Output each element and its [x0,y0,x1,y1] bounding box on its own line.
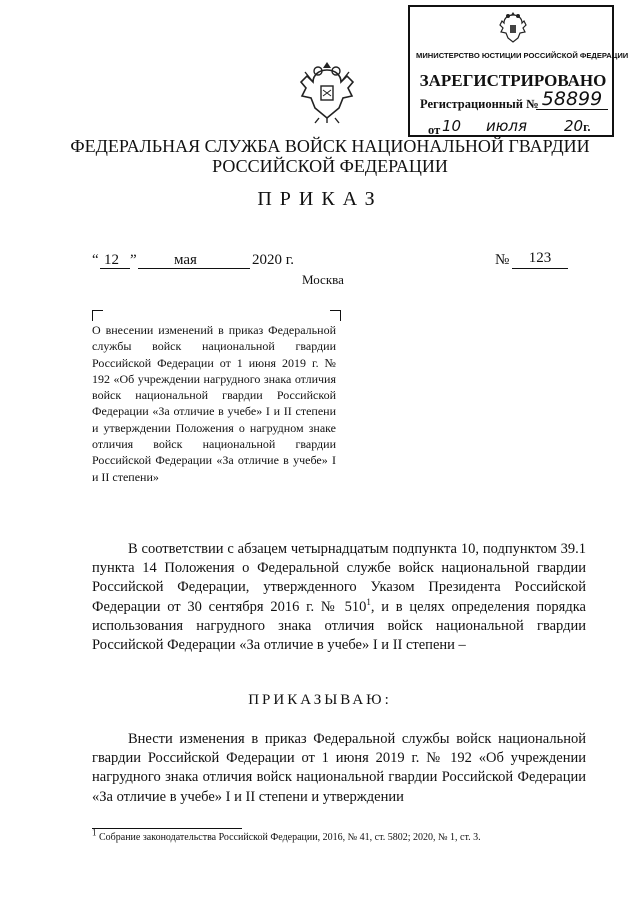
date-month: мая [174,252,197,268]
registered-label: ЗАРЕГИСТРИРОВАНО [419,71,607,90]
date-quote-close: ” [130,252,137,268]
date-year: 2020 г. [252,252,294,268]
preamble-text-end: , и в целях определения порядка использования нагрудного знака отличия войск национальной гвардии Российской Федерации «За отличие в учебе» I и II степени – [92,598,586,654]
organization-line-1: ФЕДЕРАЛЬНАЯ СЛУЖБА ВОЙСК НАЦИОНАЛЬНОЙ ГВАРДИИ [70,136,590,156]
footnote [92,827,481,843]
stamp-date-month: июля [486,117,527,135]
organization-name [60,136,600,176]
stamp-date-prefix: от [428,123,441,137]
organization-line-2: РОССИЙСКОЙ ФЕДЕРАЦИИ [212,156,448,176]
preamble-paragraph [92,540,586,655]
footnote-text: Собрание законодательства Российской Федерации, 2016, № 41, ст. 5802; 2020, № 1, ст. 3. [96,832,481,843]
coat-of-arms-icon [297,60,357,124]
document-type: ПРИКАЗ [257,188,383,210]
footnote-mark: 1 [92,827,97,838]
month-underline [138,268,250,269]
stamp-date-suffix: г. [583,120,591,134]
number-underline [512,268,568,269]
order-number: 123 [528,250,552,266]
order-number-label: № [495,252,510,268]
coat-of-arms-icon [498,11,528,45]
stamp-date-day: 10 [442,117,462,135]
order-heading: ПРИКАЗЫВАЮ: [248,692,392,708]
city: Москва [302,272,344,287]
subject-corner-right [330,310,341,321]
day-underline [100,268,130,269]
registration-number: 58899 [536,89,608,110]
registration-stamp [408,5,629,137]
date-quote-open: “ [92,252,99,268]
ministry-name: МИНИСТЕРСТВО ЮСТИЦИИ РОССИЙСКОЙ ФЕДЕРАЦИИ [416,51,629,60]
preamble-text: В соответствии с абзацем четырнадцатым подпункта 10, подпунктом 39.1 пункта 14 Положения о Федеральной службе войск национальной гвардии Российской Федерации, утвержденного Указом Президента Российской Федерации от 30 сентября 2016 г. № 510 [92,541,586,615]
registration-number-label: Регистрационный № [420,97,539,111]
subject-corner-left [92,310,103,321]
stamp-date-year: 20г. [564,117,591,135]
date-day: 12 [104,252,119,268]
order-paragraph: Внести изменения в приказ Федеральной службы войск национальной гвардии Российской Федерации от 1 июня 2019 г. № 192 «Об учреждении нагрудного знака отличия войск национальной гвардии Российской Федерации «За отличие в учебе» I и II степени и утверждении [92,731,586,805]
order-subject: О внесении изменений в приказ Федеральной службы войск национальной гвардии Российской Федерации от 1 июня 2019 г. № 192 «Об учреждении нагрудного знака отличия войск национальной гвардии Российской Федерации «За отличие в учебе» I и II степени и утверждении Положения о нагрудном знаке отличия войск национальной гвардии Российской Федерации «За отличие в учебе» I и II степени» [92,323,336,484]
footnote-reference: 1 [366,596,371,607]
footnote-divider [92,828,242,829]
